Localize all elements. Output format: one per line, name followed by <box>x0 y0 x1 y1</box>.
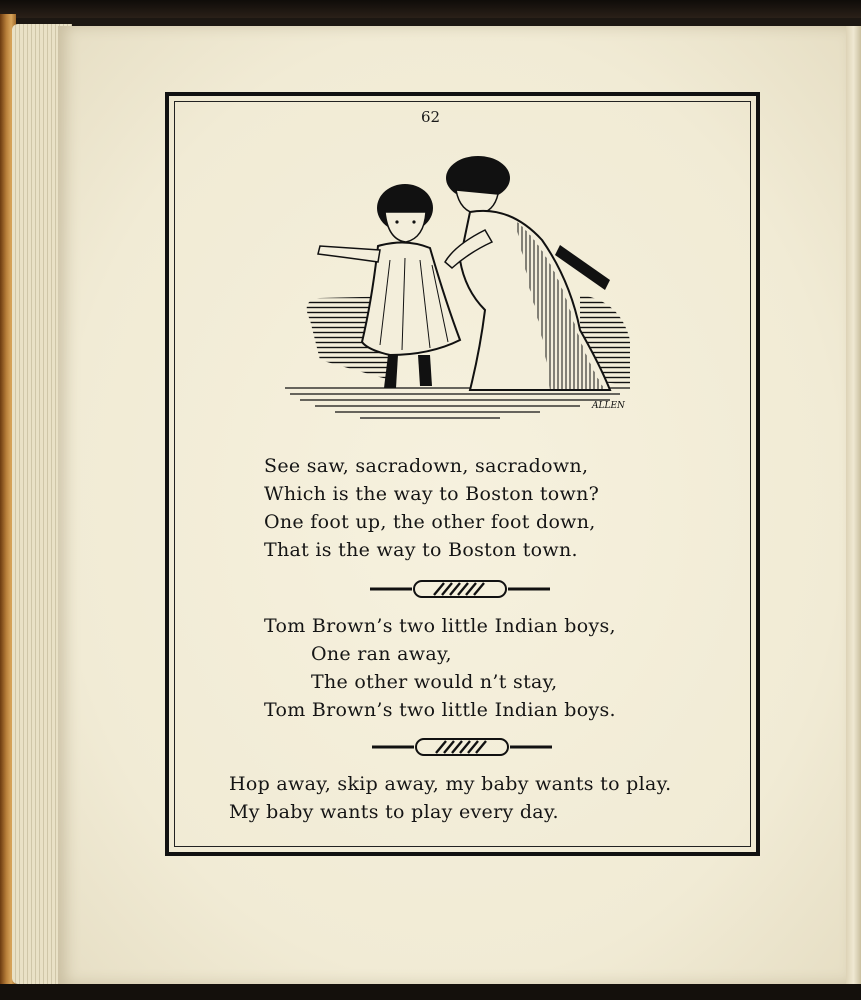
page-right-edge <box>846 26 861 984</box>
verse-line: Tom Brown’s two little Indian boys, <box>264 615 616 637</box>
verse-line: Which is the way to Boston town? <box>264 483 600 505</box>
verse-line: One ran away, <box>311 643 452 665</box>
verse-line: That is the way to Boston town. <box>264 539 578 561</box>
verse-hop-away <box>229 770 671 826</box>
verse-line: One foot up, the other foot down, <box>264 511 596 533</box>
verse-line: The other would n’t stay, <box>311 671 558 693</box>
verse-line: My baby wants to play every day. <box>229 801 559 823</box>
verse-see-saw <box>264 452 599 564</box>
mother-and-child-illustration <box>280 150 640 440</box>
illustration-signature: ALLEN <box>592 401 625 411</box>
verse-line: Tom Brown’s two little Indian boys. <box>264 699 616 721</box>
ornament-divider <box>372 736 552 758</box>
book-top-edge <box>0 0 861 18</box>
ornament-divider <box>370 578 550 600</box>
book-bottom-edge <box>0 984 861 1000</box>
verse-line: See saw, sacradown, sacradown, <box>264 455 589 477</box>
verse-line: Hop away, skip away, my baby wants to play. <box>229 773 672 795</box>
page-number: 62 <box>420 108 441 126</box>
verse-tom-brown <box>264 612 616 724</box>
